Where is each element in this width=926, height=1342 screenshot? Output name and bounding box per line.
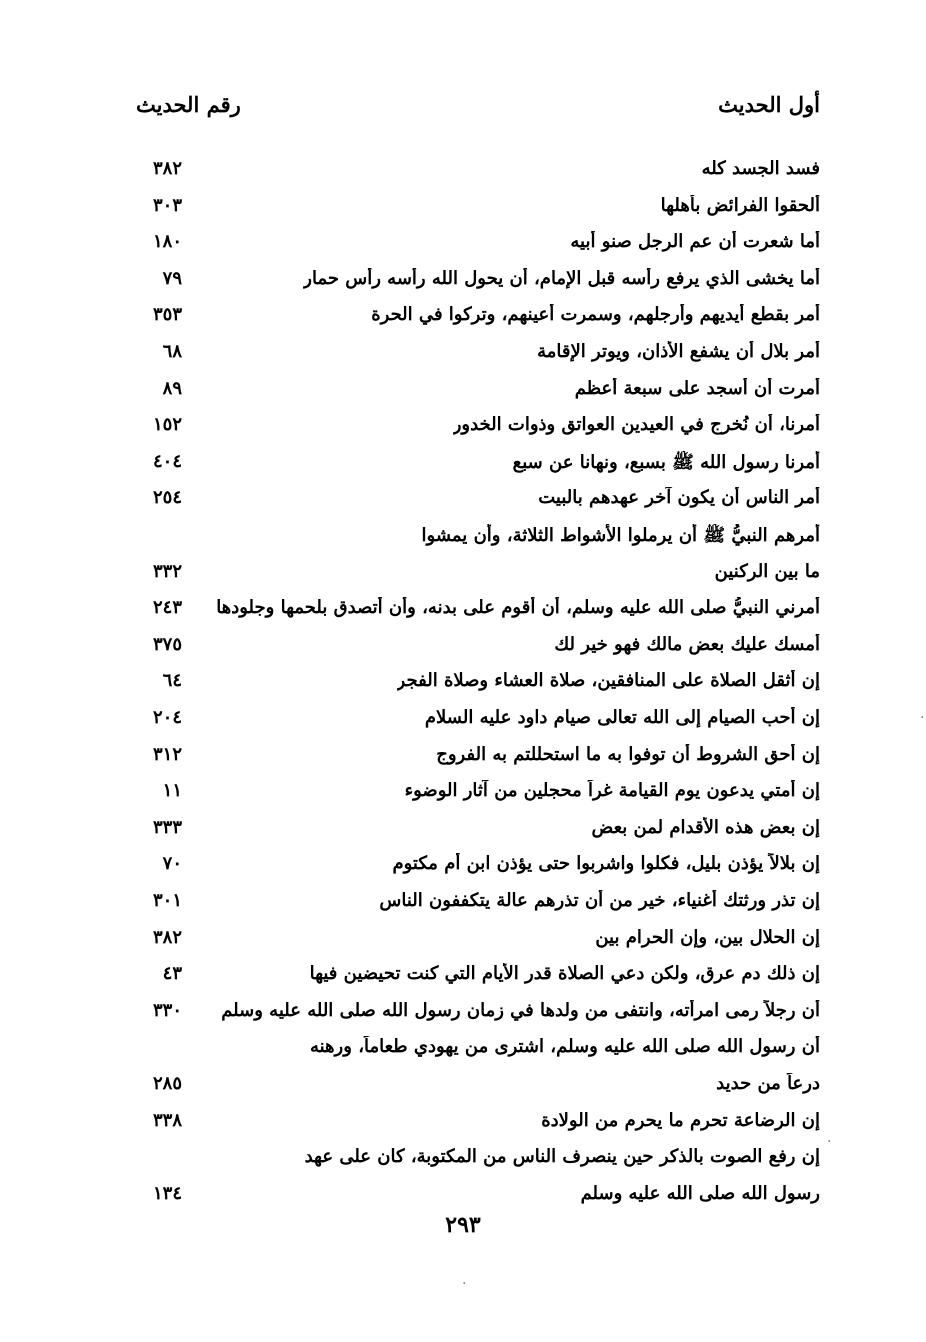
hadith-number: ٣٣٢ [152,561,182,582]
index-row [0,378,926,414]
hadith-number: ٣٠١ [152,890,182,911]
index-row [0,1146,926,1182]
hadith-opening-text: ما بين الركنين [714,561,820,582]
index-row [0,853,926,889]
index-row [0,1073,926,1109]
index-row [0,561,926,597]
hadith-number: ٦٤ [162,670,182,691]
hadith-number: ٣٠٣ [152,195,182,216]
hadith-opening-text: أن رسول الله صلى الله عليه وسلم، اشترى من يهودي طعاماً، ورهنه [309,1036,820,1057]
hadith-number: ٤٣ [162,963,182,984]
hadith-opening-text: أمر الناس أن يكون آخر عهدهم بالبيت [538,487,820,508]
index-row [0,414,926,450]
scan-mark: . [827,1130,832,1146]
index-row [0,890,926,926]
hadith-opening-text: إن تذر ورثتك أغنياء، خير من أن تذرهم عالة يتكففون الناس [379,890,820,911]
hadith-number: ٢٨٥ [152,1073,182,1094]
index-row [0,195,926,231]
index-row [0,780,926,816]
hadith-opening-text: أما شعرت أن عم الرجل صنو أبيه [570,231,820,252]
hadith-opening-text: درعاً من حديد [716,1073,820,1094]
hadith-opening-text: رسول الله صلى الله عليه وسلم [580,1183,820,1204]
page-number: ٢٩٣ [445,1212,481,1238]
scan-mark: . [920,706,925,722]
hadith-opening-text: إن أمتي يدعون يوم القيامة غراً محجلين من آثار الوضوء [404,780,820,801]
hadith-number: ١٣٤ [152,1183,182,1204]
hadith-number: ١٨٠ [152,231,182,252]
hadith-opening-text: فسد الجسد كله [701,158,820,179]
hadith-number: ٣١٢ [152,744,182,765]
index-row [0,707,926,743]
index-row [0,1000,926,1036]
hadith-number: ٣٣٠ [152,1000,182,1021]
hadith-opening-text: أمرنا رسول الله ﷺ بسبع، ونهانا عن سبع [512,452,820,473]
hadith-opening-text: أمرت أن أسجد على سبعة أعظم [574,378,820,399]
column-header-hadith-number: رقم الحديث [136,92,241,117]
hadith-opening-text: إن الحلال بين، وإن الحرام بين [595,927,820,948]
hadith-opening-text: أمرنا، أن نُخرج في العيدين العواتق وذوات الخدور [452,414,820,435]
hadith-opening-text: أمرني النبيُّ صلى الله عليه وسلم، أن أقوم على بدنه، وأن أتصدق بلحمها وجلودها [216,597,820,618]
hadith-opening-text: إن بعض هذه الأقدام لمن بعض [591,817,820,838]
hadith-number: ٨٩ [162,378,182,399]
hadith-number: ٧٠ [162,853,182,874]
hadith-number: ١٥٢ [152,414,182,435]
index-row [0,304,926,340]
hadith-number: ٣٧٥ [152,634,182,655]
hadith-number: ٣٨٢ [152,158,182,179]
hadith-opening-text: أن رجلاً رمى امرأته، وانتفى من ولدها في زمان رسول الله صلى الله عليه وسلم [221,1000,820,1021]
hadith-opening-text: أما يخشى الذي يرفع رأسه قبل الإمام، أن يحول الله رأسه رأس حمار [303,268,820,289]
hadith-opening-text: إن رفع الصوت بالذكر حين ينصرف الناس من المكتوبة، كان على عهد [304,1146,820,1167]
scan-mark: . [462,1272,467,1288]
hadith-number: ٣٣٨ [152,1110,182,1131]
hadith-number: ١١ [162,780,182,801]
hadith-number: ٣٣٣ [152,817,182,838]
index-row [0,817,926,853]
index-row [0,524,926,560]
hadith-opening-text: أمر بقطع أيديهم وأرجلهم، وسمرت أعينهم، وتركوا في الحرة [371,304,820,325]
hadith-number: ٢٠٤ [152,707,182,728]
index-row [0,597,926,633]
hadith-opening-text: إن أحب الصيام إلى الله تعالى صيام داود عليه السلام [424,707,820,728]
hadith-number: ٦٨ [162,341,182,362]
hadith-number: ٧٩ [162,268,182,289]
index-row [0,670,926,706]
hadith-number: ٣٨٢ [152,927,182,948]
hadith-opening-text: أمر بلال أن يشفع الأذان، ويوتر الإقامة [537,341,820,362]
index-row [0,1036,926,1072]
hadith-opening-text: إن أحق الشروط أن توفوا به ما استحللتم به الفروج [436,744,820,765]
index-row [0,927,926,963]
index-row [0,341,926,377]
hadith-opening-text: إن ذلك دم عرق، ولكن دعي الصلاة قدر الأيام التي كنت تحيضين فيها [309,963,820,984]
index-row [0,963,926,999]
index-row [0,744,926,780]
hadith-opening-text: إن أثقل الصلاة على المنافقين، صلاة العشاء وصلاة الفجر [396,670,820,691]
index-row [0,231,926,267]
hadith-number: ٢٤٣ [152,597,182,618]
hadith-opening-text: إن بلالاً يؤذن بليل، فكلوا واشربوا حتى يؤذن ابن أم مكتوم [392,853,820,874]
hadith-number: ٣٥٣ [152,304,182,325]
hadith-number: ٢٥٤ [152,487,182,508]
hadith-opening-text: إن الرضاعة تحرم ما يحرم من الولادة [541,1110,820,1131]
index-row [0,268,926,304]
hadith-number: ٤٠٤ [152,451,182,472]
index-row [0,451,926,487]
index-row [0,487,926,523]
column-header-hadith-start: أول الحديث [718,92,820,117]
index-row [0,158,926,194]
index-row [0,1110,926,1146]
hadith-opening-text: أمسك عليك بعض مالك فهو خير لك [554,634,820,655]
index-row [0,634,926,670]
hadith-opening-text: أمرهم النبيُّ ﷺ أن يرملوا الأشواط الثلاثة، وأن يمشوا [421,525,820,546]
hadith-opening-text: ألحقوا الفرائض بأهلها [660,195,820,216]
